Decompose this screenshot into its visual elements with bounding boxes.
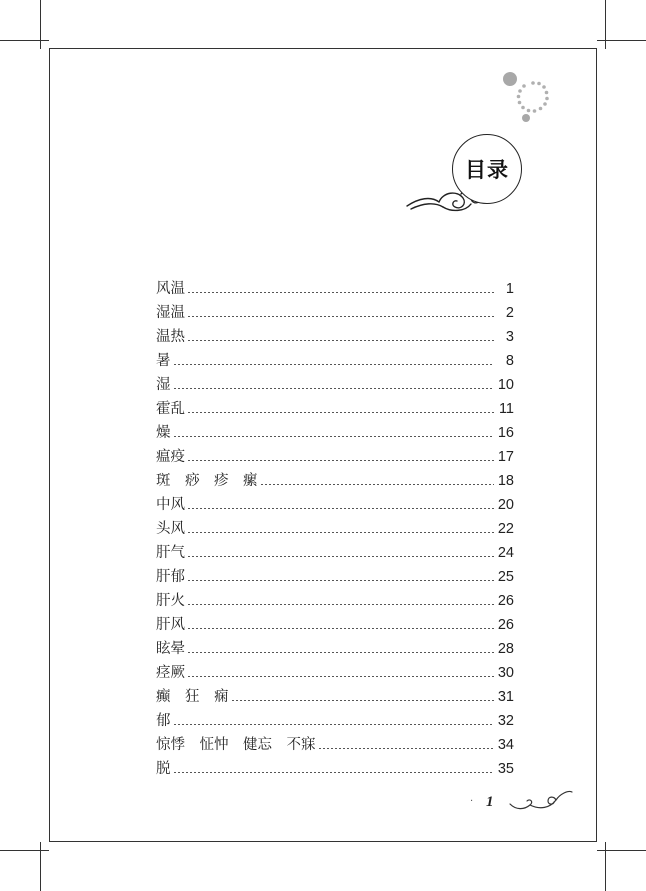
toc-entry-label: 肝气: [156, 545, 185, 561]
toc-entry-page: 3: [505, 329, 514, 345]
crop-mark: [0, 850, 49, 851]
page-title: 目录: [465, 158, 509, 182]
toc-entry-label: 眩晕: [156, 641, 185, 657]
toc-leader-dots: [318, 748, 495, 749]
toc-leader-dots: [187, 580, 494, 581]
swirl-flourish-icon: [506, 786, 574, 816]
crop-mark: [0, 40, 49, 41]
toc-entry-page: 17: [497, 449, 514, 465]
crop-mark: [605, 842, 606, 891]
toc-entry-label: 湿温: [156, 305, 185, 321]
toc-entry-label: 霍乱: [156, 401, 185, 417]
toc-entry-page: 30: [497, 665, 514, 681]
toc-entry-label: 风温: [156, 281, 185, 297]
toc-entry: [156, 397, 514, 421]
toc-entry-label: 温热: [156, 329, 185, 345]
toc-leader-dots: [187, 676, 494, 677]
toc-entry: [156, 709, 514, 733]
toc-leader-dots: [187, 412, 494, 413]
toc-entry: [156, 661, 514, 685]
title-block: [405, 134, 527, 214]
toc-entry-page: 34: [497, 737, 514, 753]
toc-entry-page: 24: [497, 545, 514, 561]
toc-entry-page: 26: [497, 617, 514, 633]
toc-entry: [156, 565, 514, 589]
toc-leader-dots: [173, 364, 495, 365]
toc-entry-page: 16: [497, 425, 514, 441]
toc-entry-page: 2: [505, 305, 514, 321]
toc-entry-page: 8: [505, 353, 514, 369]
toc-entry-page: 20: [497, 497, 514, 513]
toc-entry: [156, 493, 514, 517]
toc-entry: [156, 373, 514, 397]
crop-mark: [40, 842, 41, 891]
toc-entry-page: 25: [497, 569, 514, 585]
dotted-ring-icon: [500, 70, 556, 126]
toc-entry: [156, 517, 514, 541]
toc-leader-dots: [173, 724, 495, 725]
toc-entry-page: 26: [497, 593, 514, 609]
toc-entry-page: 11: [498, 401, 514, 417]
crop-mark: [40, 0, 41, 49]
toc-entry-label: 头风: [156, 521, 185, 537]
toc-entry-label: 瘟疫: [156, 449, 185, 465]
toc-entry: [156, 733, 514, 757]
toc-entry: [156, 685, 514, 709]
toc-entry-page: 18: [497, 473, 514, 489]
toc-entry-page: 35: [497, 761, 514, 777]
toc-leader-dots: [187, 604, 494, 605]
toc-entry-page: 31: [497, 689, 514, 705]
toc-entry-label: 脱: [156, 761, 171, 777]
toc-entry-page: 1: [505, 281, 514, 297]
toc-entry-label: 肝火: [156, 593, 185, 609]
toc-leader-dots: [187, 532, 494, 533]
toc-entry-page: 28: [497, 641, 514, 657]
toc-entry-label: 肝风: [156, 617, 185, 633]
toc-entry: [156, 469, 514, 493]
toc-entry: [156, 277, 514, 301]
toc-leader-dots: [231, 700, 495, 701]
footer-bullet: ·: [470, 796, 474, 807]
toc-entry-label: 惊悸 怔忡 健忘 不寐: [156, 737, 316, 753]
toc-entry-label: 暑: [156, 353, 171, 369]
toc-entry-label: 斑 痧 疹 瘰: [156, 473, 258, 489]
toc-entry: [156, 541, 514, 565]
table-of-contents: [156, 277, 514, 781]
toc-entry: [156, 349, 514, 373]
toc-leader-dots: [173, 388, 495, 389]
toc-entry-label: 痉厥: [156, 665, 185, 681]
toc-leader-dots: [187, 292, 494, 293]
toc-entry-label: 郁: [156, 713, 171, 729]
crop-mark: [605, 0, 606, 49]
toc-entry-label: 肝郁: [156, 569, 185, 585]
toc-leader-dots: [187, 652, 494, 653]
toc-entry: [156, 589, 514, 613]
toc-entry: [156, 421, 514, 445]
toc-entry-label: 癫 狂 痫: [156, 689, 229, 705]
title-circle: [452, 134, 522, 204]
toc-leader-dots: [260, 484, 495, 485]
toc-entry: [156, 757, 514, 781]
toc-leader-dots: [187, 316, 494, 317]
toc-leader-dots: [187, 460, 494, 461]
toc-leader-dots: [187, 340, 494, 341]
toc-entry: [156, 301, 514, 325]
toc-entry-label: 燥: [156, 425, 171, 441]
toc-leader-dots: [173, 436, 495, 437]
toc-entry-label: 湿: [156, 377, 171, 393]
toc-entry: [156, 325, 514, 349]
toc-entry-page: 32: [497, 713, 514, 729]
toc-entry-page: 22: [497, 521, 514, 537]
toc-entry: [156, 613, 514, 637]
toc-leader-dots: [173, 772, 495, 773]
toc-entry-label: 中风: [156, 497, 185, 513]
toc-leader-dots: [187, 628, 494, 629]
toc-leader-dots: [187, 556, 494, 557]
toc-entry: [156, 445, 514, 469]
page-footer: [470, 786, 580, 816]
toc-entry-page: 10: [497, 377, 514, 393]
toc-leader-dots: [187, 508, 494, 509]
toc-entry: [156, 637, 514, 661]
page-number: 1: [486, 794, 494, 810]
